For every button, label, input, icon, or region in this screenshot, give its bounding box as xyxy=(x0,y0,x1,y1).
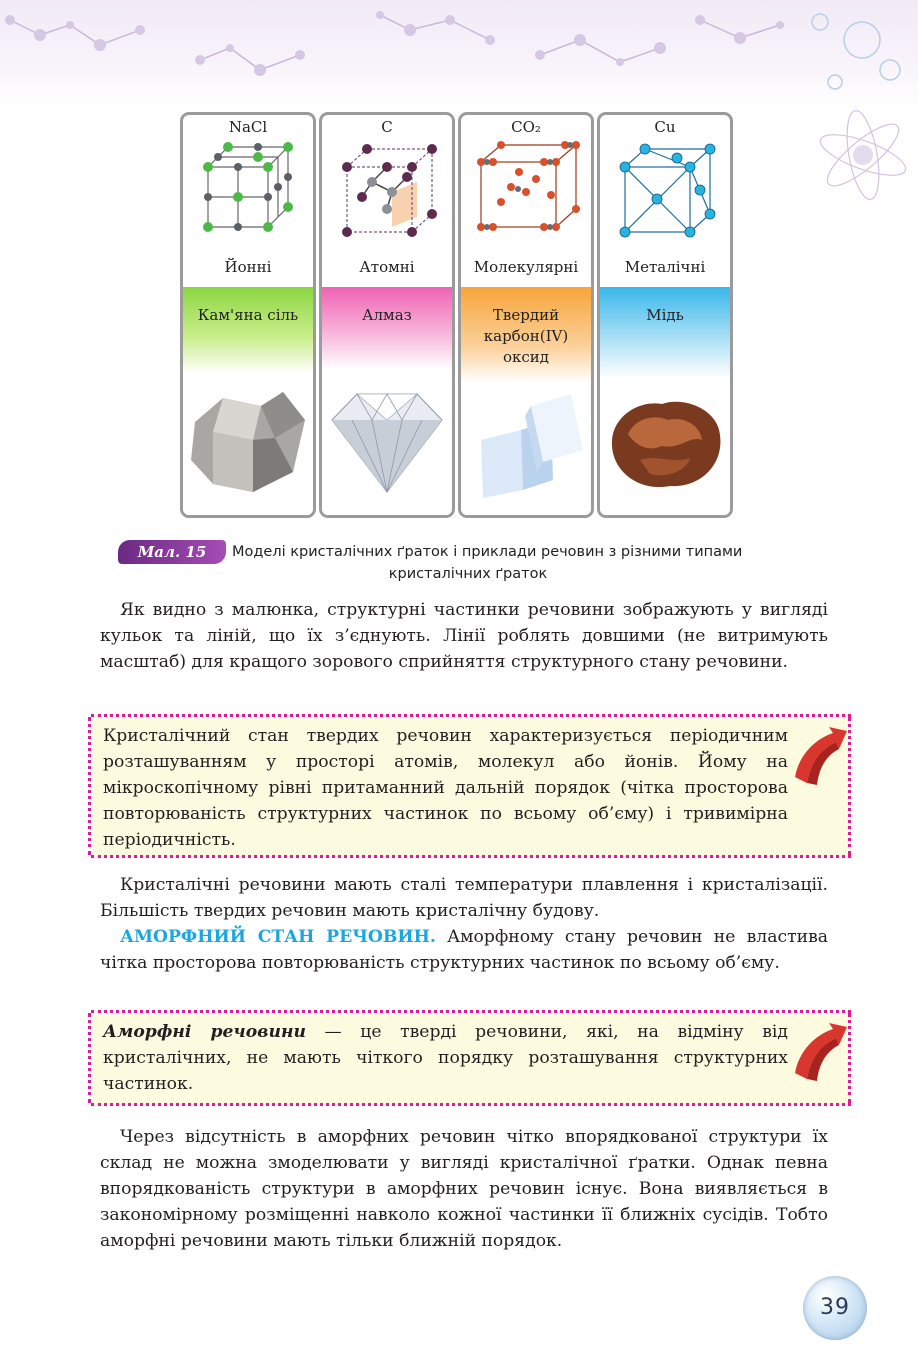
formula-label: NaCl xyxy=(228,118,268,136)
crystal-lattice-figure xyxy=(180,112,736,522)
lattice-type-label: Атомні xyxy=(359,258,415,276)
dry-ice-photo xyxy=(461,380,591,510)
figure-caption xyxy=(118,540,818,584)
lattice-type-label: Металічні xyxy=(624,258,706,276)
definition-box xyxy=(91,714,851,858)
copper-lattice-icon xyxy=(610,137,720,247)
red-arrow-icon xyxy=(789,1021,849,1091)
paragraph xyxy=(100,1124,828,1254)
definition-text: Кристалічний стан твердих речовин характеризується періодичним розташуванням у просторі атомів, молекул або йонів. Йому на мікроскопічному рівні притаманний дальній порядок (чітка просторова повторюваність структурних частинок по всьому об’єму) і тривимірна періодичність. xyxy=(103,726,788,850)
lattice-type-label: Йонні xyxy=(224,258,272,276)
lattice-column-atomic xyxy=(319,112,455,518)
lattice-column-ionic xyxy=(180,112,316,518)
paragraph-text: Кристалічні речовини мають сталі температури плавлення і кристалізації. Більшість твердих речовин мають кристалічну будову. xyxy=(100,875,828,921)
paragraph-text: Як видно з малюнка, структурні частинки речовини зображують у вигляді кульок та ліній, що їх з’єднують. Лінії роблять довшими (не витримують масштаб) для кращого зорового сприйняття структурного стану речовини. xyxy=(100,600,828,672)
substance-label: Мідь xyxy=(646,306,684,324)
formula-label: CO₂ xyxy=(511,118,541,136)
definition-term: Аморфні речовини xyxy=(103,1022,306,1042)
lattice-column-molecular xyxy=(458,112,594,518)
figure-number-badge: Мал. 15 xyxy=(118,540,226,564)
paragraph-amorphous xyxy=(100,924,828,976)
rock-salt-photo xyxy=(183,380,313,510)
caption-text: Моделі кристалічних ґраток і приклади речовин з різними типами xyxy=(232,544,743,560)
definition-text xyxy=(91,1013,788,1103)
page-number: 39 xyxy=(803,1276,867,1340)
paragraph-text: Через відсутність в аморфних речовин чітко впорядкованої структури їх склад не можна змоделювати у вигляді кристалічної ґратки. Однак певна впорядкованість структури в аморфних речовин існує. Вона виявляється в закономірному розміщенні навколо кожної частинки її ближніх сусідів. Тобто аморфні речовини мають тільки ближній порядок. xyxy=(100,1127,828,1251)
substance-label: Алмаз xyxy=(362,306,412,324)
formula-label: Cu xyxy=(654,118,676,136)
paragraph xyxy=(100,597,828,675)
red-arrow-icon xyxy=(789,725,849,795)
paragraph xyxy=(100,872,828,976)
paragraph-text: Аморфному стану речовин не властива чітка просторова повторюваність структурних частинок по всьому об’єму. xyxy=(100,927,828,973)
copper-nugget-photo xyxy=(600,380,730,510)
substance-label: Твердий карбон(IV) оксид xyxy=(483,306,569,366)
diamond-photo xyxy=(322,380,452,510)
header-decoration xyxy=(0,0,918,110)
atom-decoration-icon xyxy=(808,100,908,214)
diamond-lattice-icon xyxy=(332,137,442,247)
co2-lattice-icon xyxy=(471,137,586,247)
lattice-column-metallic xyxy=(597,112,733,518)
caption-text-line2: кристалічних ґраток xyxy=(388,566,548,582)
section-heading: АМОРФНИЙ СТАН РЕЧОВИН. xyxy=(120,927,436,947)
substance-label: Кам'яна сіль xyxy=(197,306,299,324)
formula-label: C xyxy=(381,118,393,136)
definition-box xyxy=(91,1010,851,1106)
molecule-decoration-icon xyxy=(0,0,918,110)
nacl-lattice-icon xyxy=(193,137,303,247)
lattice-type-label: Молекулярні xyxy=(473,258,579,276)
definition-rest: — це тверді речовини, які, на відміну від кристалічних, не мають чіткого порядку розташування структурних частинок. xyxy=(103,1022,788,1094)
